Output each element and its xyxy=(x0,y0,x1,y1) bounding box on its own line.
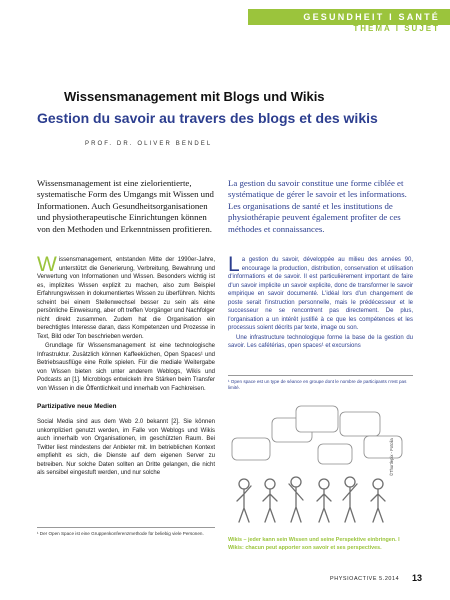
paragraph: Une infrastructure technologique forme la base de la gestion du savoir. Les cafétérias, open spaces¹ et excursions xyxy=(228,334,413,350)
publication-name: PHYSIOACTIVE 5.2014 xyxy=(330,576,400,582)
footnote-french: ¹ Open space est un type de séance en groupe dont le nombre de participants n'est pas limité. xyxy=(228,379,407,391)
section-subheader: THEMA I SUJET xyxy=(353,24,440,33)
lead-german: Wissensmanagement ist eine zielorientierte, systematische Form des Umgangs mit Wissen und Informationen. Auch Gesundheitsorganisationen und physiotherapeutische Einrichtungen können von den Methoden und Erkenntnissen profitieren. xyxy=(37,178,214,234)
speech-bubble xyxy=(364,436,402,458)
paragraph: Social Media sind aus dem Web 2.0 bekannt [2]. Sie können unkompliziert genutzt werden, im Falle von Weblogs und Wikis auch innerhalb von Organisationen, im geschützten Raum. Bei Twitter liest mindestens der Anbieter mit. Im betrieblichen Kontext empfiehlt es sich, die Dienste auf dem eigenen Server zu betreiben. Nur solche Daten sollten an Dritte gelangen, die nicht als sensibel eingestuft werden, und nur solche xyxy=(37,419,215,477)
paragraph-text: issensmanagement, entstanden Mitte der 1990er-Jahre, unterstützt die Generierung, Verbreitung, Bewahrung und Verwertung von Informationen und Wissen. Besonders wichtig ist es, implizites Wissen explizit zu machen, also zum Beispiel Erfahrungswissen in dokumentiertes Wissen zu überführen. Nichts scheint bei einem Stellenwechsel besser zu sein als eine persönliche Einweisung, aber oft treffen Vorgänger und Nachfolger nicht direkt zusammen. Zudem hat die Organisation ein berechtigtes Interesse daran, dass Kompetenzen und Prozesse in Text, Bild oder Ton beschrieben werden. xyxy=(37,257,215,340)
paragraph xyxy=(37,253,215,341)
speech-bubble xyxy=(318,444,352,464)
dropcap: W xyxy=(37,253,57,276)
wiki-illustration xyxy=(228,404,413,530)
footnote-german: ¹ Der Open Space ist eine Gruppenkonferenzmethode für beliebig viele Personen. xyxy=(37,531,204,536)
stick-figure xyxy=(343,477,357,522)
dropcap: L xyxy=(228,253,240,276)
body-german xyxy=(37,253,215,479)
author-byline: PROF. DR. OLIVER BENDEL xyxy=(85,141,213,147)
image-credit: ©Thurtlepix - Fotolia xyxy=(389,438,394,476)
section-header: GESUNDHEIT I SANTÉ xyxy=(303,12,440,22)
title-german: Wissensmanagement mit Blogs und Wikis xyxy=(64,89,325,104)
speech-bubble xyxy=(232,438,270,460)
stick-figure xyxy=(237,479,251,522)
body-french xyxy=(228,253,413,352)
stick-figure xyxy=(289,477,303,522)
caption-french: Wikis: chacun peut apporter son savoir et ses perspectives. xyxy=(228,545,382,551)
footnote-rule xyxy=(228,375,413,376)
paragraph-text: a gestion du savoir, développée au milieu des années 90, encourage la production, distribution, conservation et utilisation d'informations et de savoir. Il est particulièrement important de faire d'un savoir implicite un savoir explicite, donc de transformer le savoir empirique en savoir documenté. L'idéal lors d'un changement de poste serait l'instruction personnelle, mais le prédécesseur et le successeur ne se rencontrent pas directement. De plus, l'organisation a un intérêt justifié à ce que les compétences et les processus soient décrits par texte, image ou son. xyxy=(228,257,413,332)
stick-figure xyxy=(317,479,331,522)
lead-french: La gestion du savoir constitue une forme ciblée et systématique de gérer le savoir et les informations. Les organisations de santé et les institutions de physiothérapie peuvent également profiter de ces méthodes et connaissances. xyxy=(228,178,407,234)
stick-figure xyxy=(263,479,277,522)
speech-bubble xyxy=(296,406,338,432)
caption-german: Wikis – jeder kann sein Wissen und seine Perspektive einbringen. I xyxy=(228,537,400,543)
title-french: Gestion du savoir au travers des blogs et des wikis xyxy=(37,110,378,126)
stick-figure xyxy=(371,479,385,522)
paragraph: Grundlage für Wissensmanagement ist eine technologische Infrastruktur. Zusätzlich können Kaffeeküchen, Open Spaces¹ und Betriebsausflüge eine Rolle spielen. Für die mediale Weitergabe von Wissen bieten sich unter anderem Weblogs, Wikis und Podcasts an [1]. Microblogs entwickeln ihre Stärken beim Transfer von Wissen in die Öffentlichkeit und innerhalb von Fachkreisen. xyxy=(37,343,215,392)
page-number: 13 xyxy=(412,573,423,583)
speech-bubble xyxy=(340,412,380,436)
footnote-rule xyxy=(37,527,215,528)
paragraph xyxy=(228,253,413,333)
section-subheading: Partizipative neue Medien xyxy=(37,403,117,411)
